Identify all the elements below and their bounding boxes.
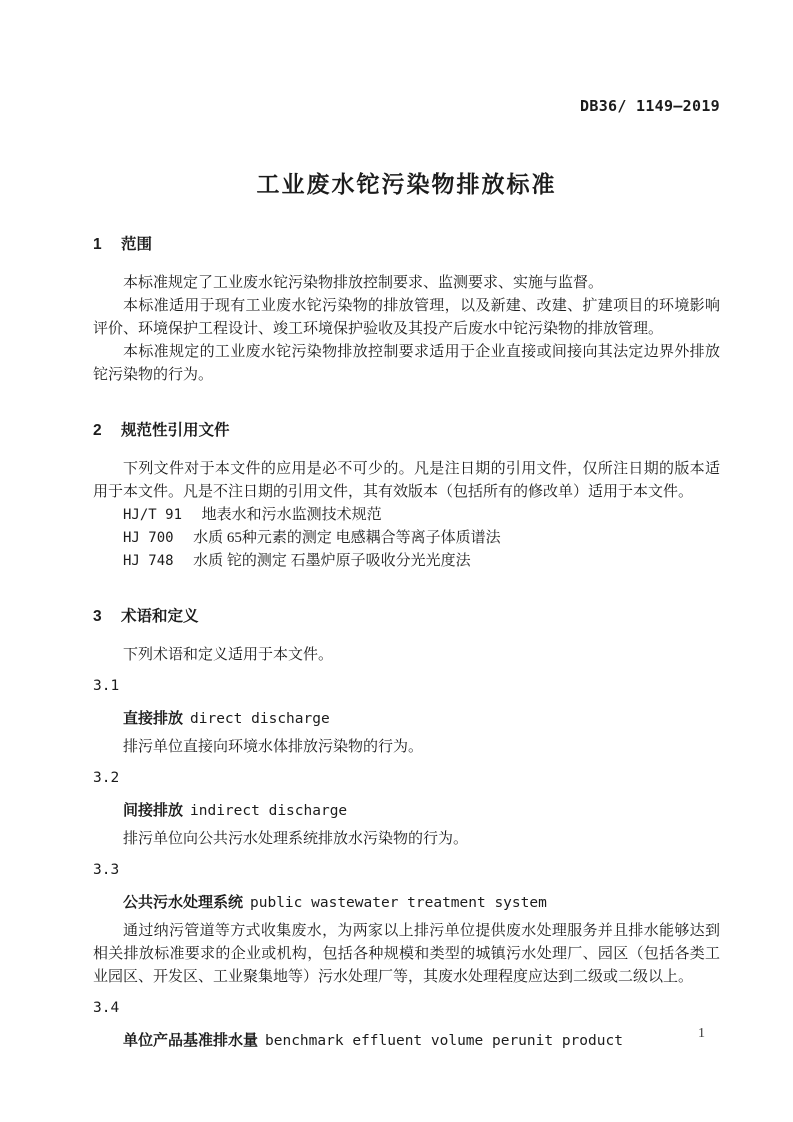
section-1-number: 1 — [93, 236, 102, 253]
reference-code: HJ/T 91 — [123, 507, 183, 523]
section-2-label: 规范性引用文件 — [120, 422, 230, 439]
term-name-zh: 直接排放 — [123, 710, 184, 727]
reference-item — [93, 504, 720, 527]
section-1-paragraph: 本标准规定了工业废水铊污染物排放控制要求、监测要求、实施与监督。 — [123, 275, 604, 291]
term-definition: 排污单位向公共污水处理系统排放水污染物的行为。 — [123, 831, 469, 847]
reference-item — [93, 527, 720, 550]
section-1-paragraph: 本标准适用于现有工业废水铊污染物的排放管理，以及新建、改建、扩建项目的环境影响评价、环境保护工程设计、竣工环境保护验收及其投产后废水中铊污染物的排放管理。 — [93, 298, 720, 337]
section-3-heading — [93, 607, 720, 627]
reference-title: 水质 铊的测定 石墨炉原子吸收分光光度法 — [193, 553, 471, 569]
reference-title: 地表水和污水监测技术规范 — [201, 507, 382, 523]
term-definition: 排污单位直接向环境水体排放污染物的行为。 — [123, 739, 424, 755]
term-name-en: indirect discharge — [190, 803, 348, 819]
term-title — [93, 891, 720, 915]
reference-code: HJ 700 — [123, 530, 174, 546]
term-title — [93, 1029, 720, 1053]
term-name-en: benchmark effluent volume perunit product — [265, 1033, 623, 1049]
term-title — [93, 799, 720, 823]
reference-title: 水质 65种元素的测定 电感耦合等离子体质谱法 — [193, 530, 501, 546]
section-3-label: 术语和定义 — [120, 608, 199, 625]
term-name-en: direct discharge — [190, 711, 330, 727]
section-1-paragraph: 本标准规定的工业废水铊污染物排放控制要求适用于企业直接或间接向其法定边界外排放铊污染物的行为。 — [93, 344, 720, 383]
term-definition: 通过纳污管道等方式收集废水，为两家以上排污单位提供废水处理服务并且排水能够达到相关排放标准要求的企业或机构，包括各种规模和类型的城镇污水处理厂、园区（包括各类工业园区、开发区、工业聚集地等）污水处理厂等，其废水处理程度应达到二级或二级以上。 — [93, 923, 720, 985]
term-number: 3.1 — [93, 678, 120, 694]
term-number: 3.3 — [93, 862, 120, 878]
section-1-label: 范围 — [120, 236, 152, 253]
section-2-heading — [93, 421, 720, 441]
doc-code: DB36/ 1149—2019 — [580, 97, 720, 115]
section-2-intro: 下列文件对于本文件的应用是必不可少的。凡是注日期的引用文件，仅所注日期的版本适用于本文件。凡是不注日期的引用文件，其有效版本（包括所有的修改单）适用于本文件。 — [93, 461, 720, 500]
term-number: 3.4 — [93, 1000, 120, 1016]
reference-code: HJ 748 — [123, 553, 174, 569]
term-title — [93, 707, 720, 731]
term-name-zh: 公共污水处理系统 — [123, 894, 244, 911]
page-number: 1 — [698, 1026, 705, 1041]
term-name-en: public wastewater treatment system — [250, 895, 547, 911]
term-name-zh: 间接排放 — [123, 802, 184, 819]
term-name-zh: 单位产品基准排水量 — [123, 1032, 259, 1049]
reference-item — [93, 550, 720, 573]
page-title: 工业废水铊污染物排放标准 — [256, 171, 557, 197]
section-3-number: 3 — [93, 608, 102, 625]
section-3-intro: 下列术语和定义适用于本文件。 — [123, 647, 334, 663]
term-number: 3.2 — [93, 770, 120, 786]
section-1-heading — [93, 235, 720, 255]
section-2-number: 2 — [93, 422, 102, 439]
